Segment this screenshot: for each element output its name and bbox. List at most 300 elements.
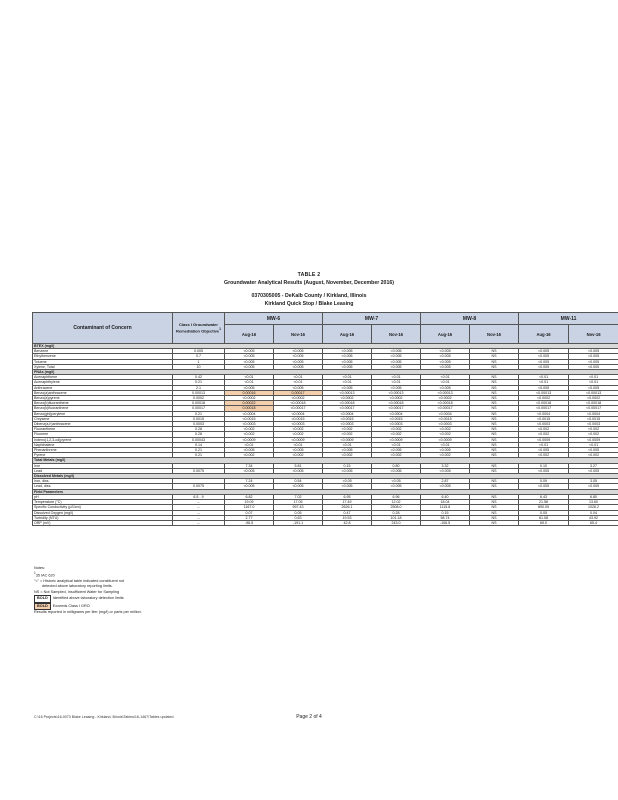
result-cell: 1115.8 [421,505,470,510]
remediation-objective: 0.28 [173,432,225,437]
result-cell: <0.0004 [274,411,323,416]
result-cell: 0.15 [421,510,470,515]
result-cell: <0.002 [421,432,470,437]
note-1: $^1$35 IAC 620 [34,571,55,578]
result-cell: <0.002 [274,453,323,458]
result-cell: <0.005 [323,349,372,354]
remediation-objective: 0.21 [173,380,225,385]
result-cell: 0.15 [323,463,372,468]
result-cell: <0.0009 [421,437,470,442]
result-cell: <0.005 [569,354,618,359]
result-cell: 0.00016 [225,390,274,395]
group-label: BTEX (mg/l) [33,344,618,349]
result-cell: <0.005 [421,359,470,364]
result-cell: <0.0002 [225,396,274,401]
header-date: Aug-16 [225,325,274,344]
remediation-objective: -- [173,520,225,525]
group-label: PNAs (mg/l) [33,370,618,375]
result-cell: <0.005 [323,354,372,359]
remediation-objective: 0.0075 [173,484,225,489]
result-cell: NS [470,354,519,359]
note-bold: BOLD Identified above laboratory detection limits [34,595,142,602]
result-cell: <0.002 [569,427,618,432]
result-cell: 3.05 [569,479,618,484]
result-cell: <0.0015 [519,416,569,421]
result-cell: 6.40 [421,494,470,499]
result-cell: <0.05 [372,479,421,484]
result-cell: <0.005 [274,385,323,390]
result-cell: NS [470,515,519,520]
header-well-mw8: MW-8 [421,313,519,325]
result-cell: <0.005 [421,385,470,390]
result-cell: 2626.1 [323,505,372,510]
remediation-objective: 0.14 [173,442,225,447]
result-cell: <0.005 [274,364,323,369]
header-contaminant: Contaminant of Concern [33,313,173,344]
result-cell: <0.00017 [519,406,569,411]
result-cell: <0.0015 [225,416,274,421]
result-cell: <0.00017 [274,406,323,411]
result-cell: NS [470,484,519,489]
result-cell: <0.002 [372,453,421,458]
result-cell: <0.005 [274,349,323,354]
note-2b: detected above laboratory reporting limits. [42,584,113,589]
result-cell: <0.005 [225,359,274,364]
result-cell: <0.005 [274,448,323,453]
contaminant-name: Chrysene [33,416,173,421]
result-cell: <0.002 [421,453,470,458]
contaminant-name: Xylene, Total [33,364,173,369]
result-cell: 6.96 [372,494,421,499]
result-cell: <0.01 [519,442,569,447]
result-cell: <0.0003 [225,422,274,427]
contaminant-name: Fluorene [33,432,173,437]
result-cell: <0.002 [372,432,421,437]
result-cell: <0.005 [519,448,569,453]
table-number: TABLE 2 [297,272,321,278]
result-cell: <0.01 [274,442,323,447]
contaminant-name: Phenanthrene [33,448,173,453]
remediation-objective: 0.21 [173,448,225,453]
table-body [33,344,618,526]
result-cell: -96.5 [225,520,274,525]
contaminant-name: Toluene [33,359,173,364]
result-cell: <0.01 [274,375,323,380]
result-cell: NS [470,411,519,416]
result-cell: 6.80 [569,494,618,499]
remediation-objective: 0.00018 [173,401,225,406]
result-cell: <0.01 [372,442,421,447]
result-cell: <0.0009 [372,437,421,442]
result-cell: <0.00018 [323,401,372,406]
result-cell: <0.005 [323,448,372,453]
result-cell: <0.005 [569,448,618,453]
result-cell: <0.005 [372,448,421,453]
remediation-objective: 0.00017 [173,406,225,411]
result-cell: 69.0 [519,520,569,525]
result-cell: <0.005 [519,364,569,369]
result-cell: 243.0 [372,520,421,525]
result-cell: 17.49 [323,500,372,505]
contaminant-name: Ethylbenzene [33,354,173,359]
result-cell: NS [470,364,519,369]
result-cell: 0.09 [519,479,569,484]
result-cell: 0.54 [274,479,323,484]
result-cell: <0.0009 [225,437,274,442]
result-cell: <0.005 [569,484,618,489]
result-cell: NS [470,463,519,468]
note-exceeds: BOLD Exceeds Class I GRO [34,603,142,610]
remediation-objective: 1 [173,359,225,364]
result-cell: NS [470,448,519,453]
remediation-objective: 0.21 [173,411,225,416]
result-cell: <0.0015 [323,416,372,421]
result-cell: <0.01 [323,380,372,385]
result-cell: <0.0003 [519,422,569,427]
group-label: Dissolved Metals (mg/l) [33,474,618,479]
result-cell: <0.005 [519,359,569,364]
result-cell: <0.005 [569,468,618,473]
group-label: Total Metals (mg/l) [33,458,618,463]
result-cell: <0.0004 [225,411,274,416]
result-cell: <0.005 [421,354,470,359]
result-cell: <0.0009 [519,437,569,442]
result-cell: <0.002 [569,453,618,458]
result-cell: <0.005 [569,385,618,390]
result-cell: <0.005 [323,359,372,364]
result-cell: NS [470,416,519,421]
contaminant-name: Temperature (°C) [33,500,173,505]
result-cell: <0.002 [274,427,323,432]
contaminant-name: Anthracene [33,385,173,390]
result-cell: <0.00013 [323,390,372,395]
result-cell: <0.0002 [323,396,372,401]
result-cell: <0.005 [421,484,470,489]
result-cell: <0.005 [323,385,372,390]
contaminant-name: Dibenz(a,h)anthracene [33,422,173,427]
page-number: Page 2 of 4 [296,714,322,720]
result-cell: 13.60 [569,500,618,505]
result-cell: NS [470,479,519,484]
result-cell: <0.002 [225,427,274,432]
result-cell: <0.00018 [421,401,470,406]
remediation-objective: 0.0075 [173,468,225,473]
result-cell: NS [470,406,519,411]
result-cell: 0.00017 [274,390,323,395]
result-cell: 997.43 [274,505,323,510]
remediation-objective: 2.1 [173,385,225,390]
header-well-mw7: MW-7 [323,313,421,325]
site-id: 0370305005 - DeKalb County / Kirkland, Illinois [251,293,367,299]
result-cell: <0.005 [274,484,323,489]
result-cell: <0.0002 [569,396,618,401]
result-cell: <0.00017 [323,406,372,411]
result-cell: 19.53 [323,515,372,520]
result-cell: 0.10 [519,463,569,468]
result-cell: <0.00017 [372,406,421,411]
result-cell: 2.87 [421,479,470,484]
contaminant-name: Dissolved Oxygen (mg/l) [33,510,173,515]
contaminant-name: Indeno(1,2,3-cd)pyrene [33,437,173,442]
contaminant-name: Iron [33,463,173,468]
remediation-objective: 0.0015 [173,416,225,421]
result-cell: 890.09 [519,505,569,510]
remediation-objective: -- [173,510,225,515]
result-cell: <0.0004 [569,411,618,416]
result-cell: <0.0004 [323,411,372,416]
result-cell: 19.09 [225,500,274,505]
result-cell: <0.0009 [274,437,323,442]
result-cell: <0.01 [225,375,274,380]
note-3: NS = Not Sampled, Insufficient Water for Sampling [34,589,120,594]
remediation-objective: 6.5 - 9 [173,494,225,499]
remediation-objective: -- [173,505,225,510]
result-cell: 6.95 [323,494,372,499]
result-cell: <0.005 [421,349,470,354]
result-cell: <0.0003 [421,422,470,427]
result-cell: 2.77 [225,515,274,520]
result-cell: <0.005 [519,468,569,473]
groundwater-results-table [32,312,618,526]
result-cell: <0.00018 [372,401,421,406]
result-cell: NS [470,390,519,395]
result-cell: <0.005 [421,364,470,369]
result-cell: <0.01 [274,380,323,385]
result-cell: <0.005 [372,385,421,390]
remediation-objective: -- [173,515,225,520]
result-cell: <0.005 [274,468,323,473]
result-cell: <0.005 [569,364,618,369]
result-cell: NS [470,442,519,447]
result-cell: <0.01 [225,442,274,447]
result-cell: <0.005 [225,484,274,489]
result-cell: <0.01 [569,380,618,385]
result-cell: <0.00013 [519,390,569,395]
note-2: "<" = Historic analytical table indicated constituent not [34,579,125,584]
result-cell: 3.27 [569,463,618,468]
notes-heading: Notes: [34,566,45,570]
contaminant-name: Iron, diss. [33,479,173,484]
contaminant-name: Benzo(a)anthracene [33,390,173,395]
header-date: Nov-16 [274,325,323,344]
notes [34,566,142,616]
result-cell: -106.5 [421,520,470,525]
result-cell: <0.005 [372,484,421,489]
file-path: C:\16 Projects\16-0073 Blake Leasing - Kirkland, Illinois\Tables\16-1467\Tables updated [34,715,174,719]
result-cell: -191.1 [274,520,323,525]
result-cell: NS [470,427,519,432]
result-cell: NS [470,520,519,525]
result-cell: 6.82 [225,494,274,499]
result-cell: <0.0003 [323,422,372,427]
result-cell: <0.00013 [421,390,470,395]
contaminant-name: Benzo(k)fluoranthene [33,406,173,411]
result-cell: NS [470,453,519,458]
result-cell: <0.005 [519,385,569,390]
result-cell: NS [470,510,519,515]
result-cell: 65.4 [569,520,618,525]
result-cell: 0.28 [372,510,421,515]
contaminant-name: Acenaphthylene [33,380,173,385]
result-cell: <0.002 [519,453,569,458]
result-cell: <0.002 [519,432,569,437]
contaminant-name: pH [33,494,173,499]
result-cell: <0.002 [225,432,274,437]
result-cell: <0.01 [421,442,470,447]
remediation-objective: -- [173,500,225,505]
result-cell: <0.0015 [372,416,421,421]
result-cell: <0.002 [323,453,372,458]
site-name: Kirkland Quick Stop / Blake Leasing [264,301,354,307]
result-cell: <0.0004 [519,411,569,416]
result-cell: <0.005 [274,354,323,359]
result-cell: NS [470,505,519,510]
result-cell: 42.8 [323,520,372,525]
result-cell: <0.01 [372,380,421,385]
result-cell: <0.0015 [421,416,470,421]
result-cell: 5.81 [274,463,323,468]
remediation-objective: 0.21 [173,453,225,458]
remediation-objective: 0.00043 [173,437,225,442]
remediation-objective: 0.005 [173,349,225,354]
result-cell: <0.002 [274,432,323,437]
result-cell: <0.005 [569,359,618,364]
result-cell: <0.005 [421,468,470,473]
result-cell: <0.005 [372,364,421,369]
result-cell: <0.005 [323,484,372,489]
result-cell: <0.0002 [519,396,569,401]
result-cell: <0.01 [421,375,470,380]
remediation-objective: 0.0002 [173,396,225,401]
result-cell: NS [470,396,519,401]
header-well-mw11: MW-11 [519,313,618,325]
contaminant-name: ORP (mV) [33,520,173,525]
result-cell: NS [470,349,519,354]
result-cell: <0.005 [323,468,372,473]
result-cell: <0.005 [225,354,274,359]
result-cell: <0.005 [225,468,274,473]
remediation-objective: 0.00013 [173,390,225,395]
table-title: Groundwater Analytical Results (August, November, December 2016) [224,280,394,286]
result-cell: <0.002 [225,453,274,458]
result-cell: NS [470,359,519,364]
result-cell: <0.005 [274,359,323,364]
result-cell: NS [470,437,519,442]
result-cell: <0.002 [323,427,372,432]
contaminant-name: Turbidity (NTU) [33,515,173,520]
result-cell: <0.005 [225,349,274,354]
result-cell: NS [470,468,519,473]
result-cell: NS [470,375,519,380]
result-cell: <0.00018 [569,401,618,406]
result-cell: 0.80 [372,463,421,468]
result-cell: <0.01 [372,375,421,380]
result-cell: <0.005 [519,484,569,489]
result-cell: <0.01 [519,375,569,380]
result-cell: 0.00022 [225,401,274,406]
remediation-objective: 0.7 [173,354,225,359]
table-row [33,520,618,525]
result-cell: 0.63 [274,515,323,520]
result-cell: <0.01 [421,380,470,385]
header-remediation-objective: Class I Groundwater Remediation Objective$^1$ [173,313,225,344]
result-cell: <0.002 [421,427,470,432]
result-cell: 0.05 [519,510,569,515]
contaminant-name: Benzo(a)pyrene [33,396,173,401]
header-date: Aug-16 [323,325,372,344]
result-cell: 18.04 [421,500,470,505]
result-cell: <0.0003 [569,422,618,427]
result-cell: <0.0003 [372,422,421,427]
result-cell: 0.47 [323,510,372,515]
result-cell: 12.02 [372,500,421,505]
result-cell: 7.24 [225,479,274,484]
result-cell: <0.01 [225,380,274,385]
result-cell: 2508.0 [372,505,421,510]
contaminant-name: Lead [33,468,173,473]
result-cell: <0.00017 [569,406,618,411]
result-cell: 61.08 [519,515,569,520]
result-cell: 0.00018 [225,406,274,411]
result-cell: 6.43 [519,494,569,499]
result-cell: <0.0002 [372,396,421,401]
result-cell: 3.32 [421,463,470,468]
result-cell: <0.0009 [569,437,618,442]
result-cell: NS [470,385,519,390]
result-cell: <0.0009 [323,437,372,442]
header-date: Nov-16 [372,325,421,344]
result-cell: <0.005 [519,349,569,354]
result-cell: NS [470,494,519,499]
result-cell: <0.002 [519,427,569,432]
result-cell: <0.005 [225,364,274,369]
result-cell: <0.005 [323,364,372,369]
contaminant-name: Naphthalene [33,442,173,447]
header-date: Nov-16 [569,325,618,344]
result-cell: 17.05 [274,500,323,505]
result-cell: 1167.0 [225,505,274,510]
result-cell: <0.0015 [274,416,323,421]
result-cell: <0.01 [323,442,372,447]
result-cell: <0.0015 [569,416,618,421]
contaminant-name: Benzo(b)fluoranthene [33,401,173,406]
result-cell: <0.00013 [372,390,421,395]
result-cell: <0.0002 [274,396,323,401]
result-cell: <0.005 [421,448,470,453]
contaminant-name: Specific Conductivity (µS/cm) [33,505,173,510]
result-cell: NS [470,380,519,385]
result-cell: <0.05 [323,479,372,484]
remediation-objective: 0.42 [173,375,225,380]
result-cell: <0.005 [519,354,569,359]
result-cell: <0.005 [372,354,421,359]
result-cell: 1026.2 [569,505,618,510]
result-cell: 0.07 [225,510,274,515]
result-cell: <0.005 [372,468,421,473]
result-cell: 58.74 [421,515,470,520]
result-cell: <0.01 [569,442,618,447]
contaminant-name: Acenaphthene [33,375,173,380]
result-cell: <0.005 [569,349,618,354]
result-cell: <0.005 [225,448,274,453]
result-cell: <0.002 [569,432,618,437]
note-units: Results reported in milligrams per liter (mg/l) or parts per million. [34,610,142,615]
result-cell: 43.92 [569,515,618,520]
header-well-mw6: MW-6 [225,313,323,325]
result-cell: 0.05 [274,510,323,515]
result-cell: <0.005 [372,349,421,354]
result-cell: 7.02 [274,494,323,499]
